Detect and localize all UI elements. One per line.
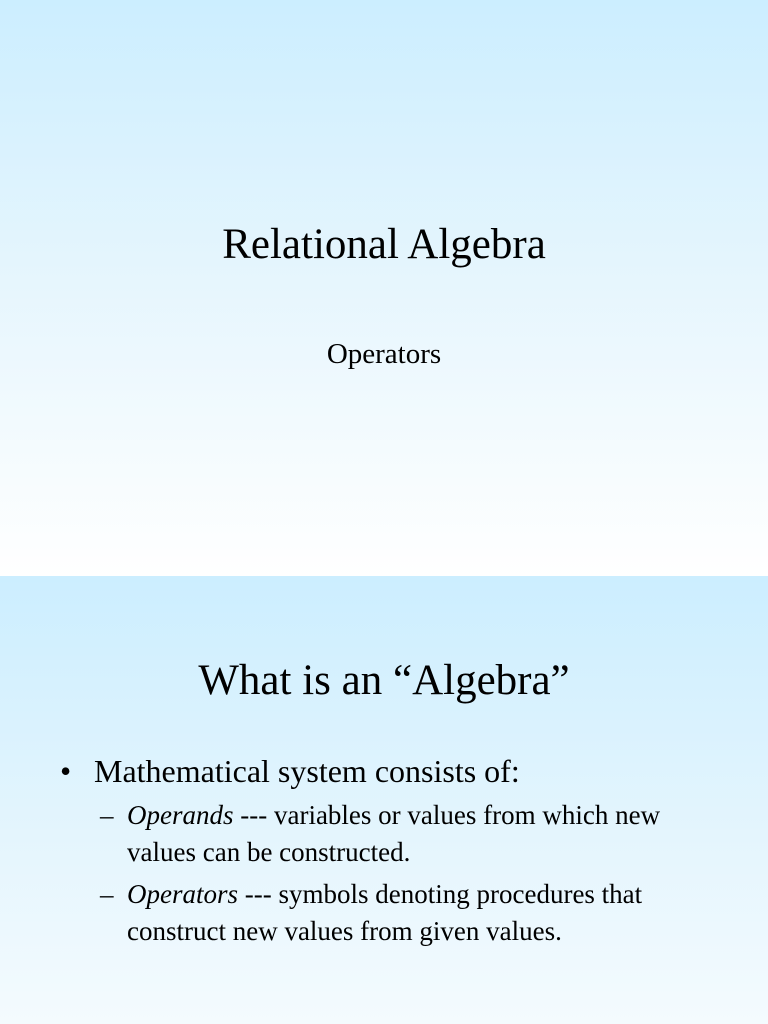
bullet-marker: • [60,753,72,789]
term-operands: Operands [127,800,234,830]
slide-heading: What is an “Algebra” [198,657,570,704]
sub-bullet-body [127,797,717,871]
bullet-text: Mathematical system consists of: [94,753,520,789]
slide-subtitle: Operators [326,338,442,370]
description-operators: --- symbols denoting procedures that construct new values from given values. [127,879,643,946]
description-operands: --- variables or values from which new values can be constructed. [127,800,661,867]
term-operators: Operators [127,879,239,909]
slide-what-is-algebra [0,576,768,1024]
sub-bullet-body [127,876,717,950]
sub-bullet-dash: – [100,800,114,830]
sub-bullet-dash: – [100,879,114,909]
slide-title-heading: Relational Algebra [222,221,546,268]
